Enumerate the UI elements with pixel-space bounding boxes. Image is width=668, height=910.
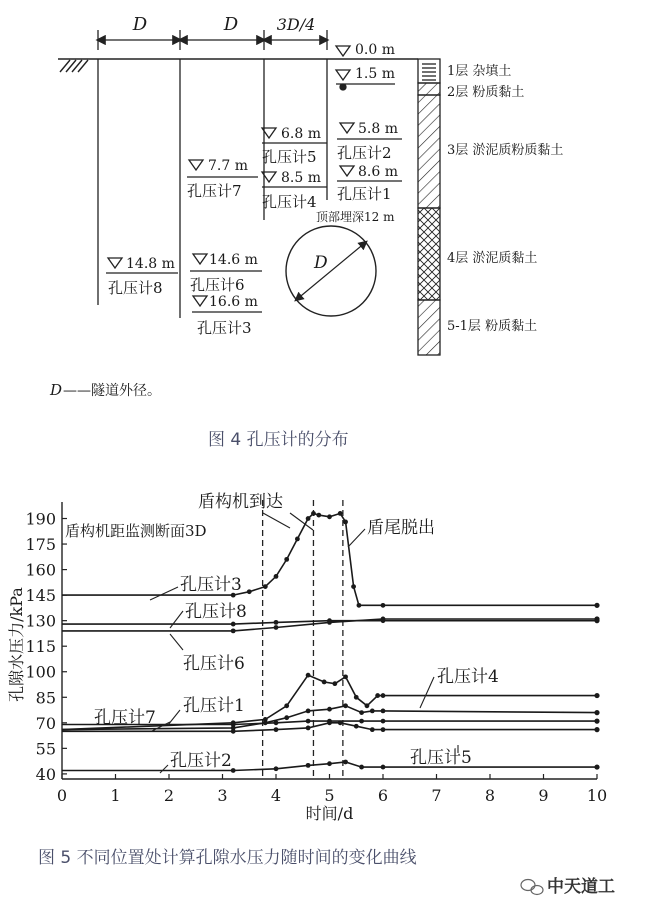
data-point [306,726,311,731]
data-point [284,715,289,720]
y-tick-label: 85 [35,688,56,708]
sensor-8-label: 孔压计8 [108,279,163,297]
data-point [343,760,348,765]
sensor-4-label: 孔压计4 [262,193,317,211]
label-p4: 孔压计4 [437,667,499,687]
data-point [370,727,375,732]
data-point [274,574,279,579]
data-point [322,680,327,685]
figure-5-caption: 图 5 不同位置处计算孔隙水压力随时间的变化曲线 [38,848,417,868]
sensor-1 [337,164,402,203]
chart-axes [62,502,597,779]
label-p5: 孔压计5 [410,748,472,768]
data-point [311,511,316,516]
label-p8: 孔压计8 [185,602,247,622]
sensor-2-depth: 5.8 m [358,121,398,137]
end-point [594,764,599,769]
data-point [338,511,343,516]
figure-4-caption: 图 4 孔压计的分布 [208,430,349,450]
dim-3d4: 3D/4 [276,15,316,34]
y-tick-label: 160 [25,560,56,580]
data-point [274,727,279,732]
soil-column [418,59,440,355]
tunnel-diameter-label: D [314,253,328,273]
data-point [381,765,386,770]
sensor-4-depth: 8.5 m [281,170,321,186]
data-point [327,707,332,712]
y-tick-label: 70 [35,713,56,733]
sensor-5 [262,126,327,166]
end-point [594,616,599,621]
water-level-0: 0.0 m [355,42,395,58]
event-vlines [263,500,343,779]
layer-2-label: 2层 粉质黏土 [447,85,525,100]
sensor-3-label: 孔压计3 [197,319,252,337]
data-point [381,719,386,724]
sensor-6 [190,252,262,294]
sensor-2 [337,121,402,162]
data-point [381,603,386,608]
dim-d2: D [223,14,239,35]
data-point [343,520,348,525]
layer-4-label: 4层 淤泥质黏土 [447,251,538,266]
layer-3-label: 3层 淤泥质粉质黏土 [447,143,564,158]
sensor-1-label: 孔压计1 [337,185,392,203]
data-point [274,766,279,771]
sensor-4 [262,170,327,211]
data-point [231,729,236,734]
end-point [594,727,599,732]
series-lines [62,511,600,773]
data-point [306,708,311,713]
data-point [381,727,386,732]
x-tick-label: 9 [538,786,549,805]
crown-depth-label: 顶部埋深12 m [316,210,395,224]
dim-d1: D [132,14,148,35]
data-point [375,693,380,698]
sensor-8 [106,256,178,297]
label-p3: 孔压计3 [180,575,242,595]
x-tick-label: 4 [270,786,282,805]
end-point [594,710,599,715]
annotation-tail: 盾尾脱出 [367,518,435,538]
figure-5-chart [0,460,668,910]
y-tick-label: 190 [25,509,56,529]
data-point [343,703,348,708]
y-tick-label: 130 [25,611,56,631]
y-tick-label: 175 [25,535,56,555]
sensor-3-depth: 16.6 m [209,294,258,310]
sensor-5-depth: 6.8 m [281,126,321,142]
data-point [327,720,332,725]
data-point [354,695,359,700]
label-p7: 孔压计7 [94,708,156,728]
data-point [263,584,268,589]
data-point [351,584,356,589]
tunnel-circle [286,226,376,316]
sensor-6-label: 孔压计6 [190,276,245,294]
data-point [359,710,364,715]
y-tick-labels [25,510,67,784]
end-point [594,719,599,724]
data-point [231,628,236,633]
data-point [357,603,362,608]
data-point [365,703,370,708]
label-p1: 孔压计1 [183,696,245,716]
y-tick-label: 40 [35,764,56,784]
x-tick-label: 8 [484,786,496,805]
x-tick-label: 5 [324,786,335,805]
data-point [359,719,364,724]
data-point [306,719,311,724]
x-tick-label: 2 [163,786,175,805]
data-point [306,516,311,521]
water-level-1: 1.5 m [355,66,395,82]
sensor-1-depth: 8.6 m [358,164,398,180]
data-point [354,724,359,729]
data-point [295,537,300,542]
sensor-2-label: 孔压计2 [337,144,392,162]
data-point [284,703,289,708]
data-point [332,681,337,686]
x-tick-label: 3 [217,786,228,805]
sensor-7-label: 孔压计7 [187,182,242,200]
sensor-3 [192,294,262,337]
data-point [284,557,289,562]
y-axis-label: 孔隙水压力/kPa [7,587,26,702]
data-point [306,673,311,678]
annotation-arrive: 盾构机到达 [198,492,283,512]
sensor-7-depth: 7.7 m [208,158,248,174]
data-point [343,674,348,679]
x-axis-label: 时间/d [305,804,354,823]
label-p6: 孔压计6 [183,654,245,674]
watermark-brand: 中天道工 [547,877,615,897]
data-point [338,720,343,725]
data-point [274,620,279,625]
y-tick-label: 145 [25,586,56,606]
legend-d-symbol: D [50,381,63,399]
y-tick-label: 100 [25,662,56,682]
annotation-distance-3d: 盾构机距监测断面3D [65,522,207,540]
data-point [381,617,386,622]
sensor-8-depth: 14.8 m [126,256,175,272]
data-point [231,622,236,627]
x-tick-label: 7 [431,786,442,805]
data-point [327,761,332,766]
data-point [306,763,311,768]
data-point [274,625,279,630]
legend-d-text: ——隧道外径。 [63,383,161,399]
sensor-6-depth: 14.6 m [209,252,258,268]
data-point [327,620,332,625]
layer-1-label: 1层 杂填土 [447,64,512,79]
data-point [381,708,386,713]
y-tick-label: 55 [35,739,56,759]
end-point [594,693,599,698]
end-point [594,603,599,608]
sensor-5-label: 孔压计5 [262,148,317,166]
x-tick-label: 6 [377,786,389,805]
data-point [359,765,364,770]
label-p2: 孔压计2 [170,751,232,771]
sensor-7 [187,158,258,200]
data-point [316,513,321,518]
x-tick-label: 1 [110,786,121,805]
data-point [381,693,386,698]
data-point [274,720,279,725]
data-point [370,708,375,713]
data-point [231,722,236,727]
x-tick-label: 0 [56,786,68,805]
y-tick-label: 115 [25,637,56,657]
data-point [327,514,332,519]
data-point [247,589,252,594]
layer-5-label: 5-1层 粉质黏土 [447,319,538,334]
x-tick-label: 10 [586,786,608,805]
wechat-icon [521,880,543,895]
